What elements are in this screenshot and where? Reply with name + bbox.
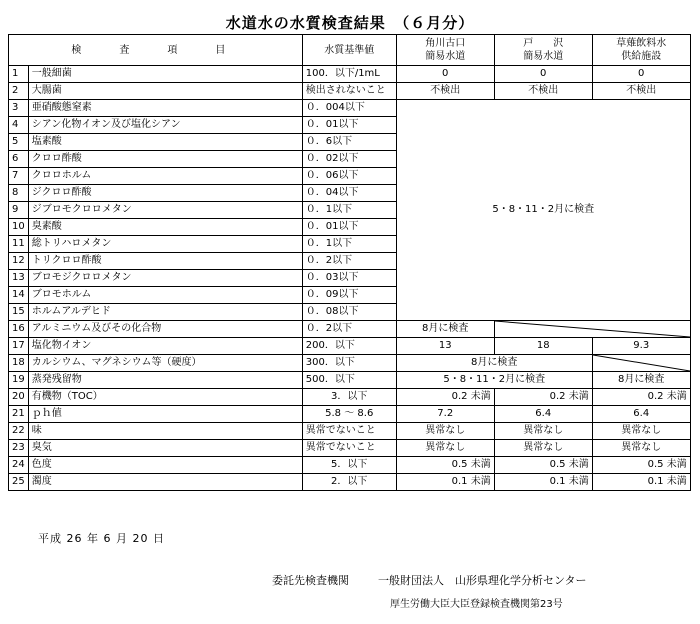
item-name: ｐｈ値 xyxy=(28,406,302,423)
site1-value: 0 xyxy=(396,66,494,83)
row-number: 21 xyxy=(9,406,29,423)
table-row xyxy=(9,83,691,100)
row-number: 12 xyxy=(9,253,29,270)
table-row xyxy=(9,321,691,338)
site1-value: 0.2 未満 xyxy=(396,389,494,406)
row-number: 16 xyxy=(9,321,29,338)
row-number: 6 xyxy=(9,151,29,168)
site1-value: 0.5 未満 xyxy=(396,457,494,474)
table-row xyxy=(9,474,691,491)
row-number: 23 xyxy=(9,440,29,457)
standard-value: 5.8 ～ 8.6 xyxy=(302,406,396,423)
item-name: 一般細菌 xyxy=(28,66,302,83)
table-row xyxy=(9,355,691,372)
standard-value: 500．以下 xyxy=(302,372,396,389)
table-row xyxy=(9,457,691,474)
site1-value: 8月に検査 xyxy=(396,321,494,338)
not-applicable-cell xyxy=(494,321,690,338)
standard-value: ０．02以下 xyxy=(302,151,396,168)
item-name: カルシウム、マグネシウム等（硬度） xyxy=(28,355,302,372)
page-title: 水道水の水質検査結果 （６月分） xyxy=(225,14,475,32)
merged-inspection-note: 5・8・11・2月に検査 xyxy=(396,100,690,321)
item-name: 塩素酸 xyxy=(28,134,302,151)
standard-value: ０．01以下 xyxy=(302,117,396,134)
site1-value: 13 xyxy=(396,338,494,355)
item-name: 蒸発残留物 xyxy=(28,372,302,389)
row-number: 17 xyxy=(9,338,29,355)
item-name: 濁度 xyxy=(28,474,302,491)
row-number: 24 xyxy=(9,457,29,474)
table-row xyxy=(9,100,691,117)
standard-value: ０．06以下 xyxy=(302,168,396,185)
table-header-row xyxy=(9,35,691,66)
not-applicable-cell xyxy=(592,355,690,372)
site1-value: 異常なし xyxy=(396,440,494,457)
header-site3: 草薙飲料水 供給施設 xyxy=(592,35,690,66)
registration-number: 厚生労働大臣大臣登録検査機関第23号 xyxy=(390,599,563,610)
row-number: 11 xyxy=(9,236,29,253)
standard-value: 100．以下/1mL xyxy=(302,66,396,83)
row-number: 10 xyxy=(9,219,29,236)
header-site2: 戸 沢 簡易水道 xyxy=(494,35,592,66)
standard-value: ０．01以下 xyxy=(302,219,396,236)
row-number: 3 xyxy=(9,100,29,117)
site3-value: 8月に検査 xyxy=(592,372,690,389)
item-name: アルミニウム及びその化合物 xyxy=(28,321,302,338)
table-row xyxy=(9,423,691,440)
row-number: 13 xyxy=(9,270,29,287)
item-name: ホルムアルデヒド xyxy=(28,304,302,321)
standard-value: ０．6以下 xyxy=(302,134,396,151)
table-row xyxy=(9,338,691,355)
site1-value: 不検出 xyxy=(396,83,494,100)
item-name: 総トリハロメタン xyxy=(28,236,302,253)
site1-value: 異常なし xyxy=(396,423,494,440)
site1-value: 0.1 未満 xyxy=(396,474,494,491)
inspection-organization xyxy=(272,572,587,588)
site2-value: 0.2 未満 xyxy=(494,389,592,406)
site3-value: 0.1 未満 xyxy=(592,474,690,491)
item-name: 色度 xyxy=(28,457,302,474)
site3-value: 9.3 xyxy=(592,338,690,355)
row-number: 9 xyxy=(9,202,29,219)
site1-value: 7.2 xyxy=(396,406,494,423)
standard-value: 検出されないこと xyxy=(302,83,396,100)
table-row xyxy=(9,389,691,406)
item-name: クロロ酢酸 xyxy=(28,151,302,168)
item-name: 臭気 xyxy=(28,440,302,457)
site2-value: 18 xyxy=(494,338,592,355)
standard-value: ０．03以下 xyxy=(302,270,396,287)
row-number: 22 xyxy=(9,423,29,440)
site3-value: 6.4 xyxy=(592,406,690,423)
site2-value: 不検出 xyxy=(494,83,592,100)
site3-value: 0.2 未満 xyxy=(592,389,690,406)
org-name: 一般財団法人 山形県理化学分析センター xyxy=(378,574,587,587)
standard-value: ０．2以下 xyxy=(302,253,396,270)
item-name: 有機物（TOC） xyxy=(28,389,302,406)
item-name: クロロホルム xyxy=(28,168,302,185)
site2-value: 異常なし xyxy=(494,440,592,457)
table-row xyxy=(9,440,691,457)
standard-value: ０．08以下 xyxy=(302,304,396,321)
site2-value: 0.5 未満 xyxy=(494,457,592,474)
item-name: シアン化物イオン及び塩化シアン xyxy=(28,117,302,134)
site12-value: 5・8・11・2月に検査 xyxy=(396,372,592,389)
row-number: 5 xyxy=(9,134,29,151)
site2-value: 異常なし xyxy=(494,423,592,440)
item-name: ジクロロ酢酸 xyxy=(28,185,302,202)
site2-value: 0.1 未満 xyxy=(494,474,592,491)
header-item: 検 査 項 目 xyxy=(9,35,303,66)
item-name: 亜硝酸態窒素 xyxy=(28,100,302,117)
item-name: ブロモホルム xyxy=(28,287,302,304)
standard-value: 300．以下 xyxy=(302,355,396,372)
row-number: 18 xyxy=(9,355,29,372)
standard-value: ０．04以下 xyxy=(302,185,396,202)
row-number: 1 xyxy=(9,66,29,83)
row-number: 4 xyxy=(9,117,29,134)
header-site1: 角川古口 簡易水道 xyxy=(396,35,494,66)
diagonal-line xyxy=(593,355,690,371)
standard-value: ０．2以下 xyxy=(302,321,396,338)
row-number: 7 xyxy=(9,168,29,185)
site2-value: 0 xyxy=(494,66,592,83)
standard-value: 3．以下 xyxy=(302,389,396,406)
standard-value: ０．1以下 xyxy=(302,202,396,219)
item-name: ジブロモクロロメタン xyxy=(28,202,302,219)
header-standard: 水質基準値 xyxy=(302,35,396,66)
site3-value: 異常なし xyxy=(592,440,690,457)
item-name: 塩化物イオン xyxy=(28,338,302,355)
report-date: 平成 26 年 6 月 20 日 xyxy=(38,532,165,545)
row-number: 8 xyxy=(9,185,29,202)
standard-value: ０．1以下 xyxy=(302,236,396,253)
row-number: 25 xyxy=(9,474,29,491)
item-name: ブロモジクロロメタン xyxy=(28,270,302,287)
standard-value: 2．以下 xyxy=(302,474,396,491)
standard-value: ０．004以下 xyxy=(302,100,396,117)
item-name: 大腸菌 xyxy=(28,83,302,100)
org-label: 委託先検査機関 xyxy=(272,574,349,587)
item-name: トリクロロ酢酸 xyxy=(28,253,302,270)
standard-value: 200．以下 xyxy=(302,338,396,355)
site3-value: 0 xyxy=(592,66,690,83)
standard-value: 5．以下 xyxy=(302,457,396,474)
table-row xyxy=(9,66,691,83)
standard-value: ０．09以下 xyxy=(302,287,396,304)
row-number: 20 xyxy=(9,389,29,406)
site3-value: 不検出 xyxy=(592,83,690,100)
row-number: 14 xyxy=(9,287,29,304)
standard-value: 異常でないこと xyxy=(302,440,396,457)
site2-value: 6.4 xyxy=(494,406,592,423)
item-name: 味 xyxy=(28,423,302,440)
diagonal-line xyxy=(495,321,690,337)
site3-value: 0.5 未満 xyxy=(592,457,690,474)
item-name: 臭素酸 xyxy=(28,219,302,236)
site3-value: 異常なし xyxy=(592,423,690,440)
site12-value: 8月に検査 xyxy=(396,355,592,372)
table-row xyxy=(9,406,691,423)
row-number: 19 xyxy=(9,372,29,389)
row-number: 15 xyxy=(9,304,29,321)
results-table xyxy=(8,34,691,491)
row-number: 2 xyxy=(9,83,29,100)
table-row xyxy=(9,372,691,389)
standard-value: 異常でないこと xyxy=(302,423,396,440)
